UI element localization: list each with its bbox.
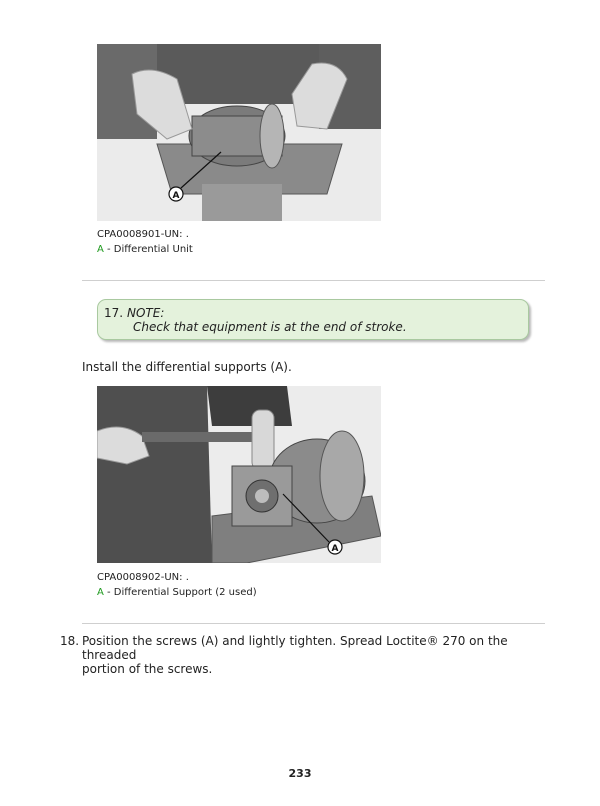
- note-heading: NOTE:: [127, 306, 165, 320]
- note-text: Check that equipment is at the end of stroke.: [133, 320, 407, 334]
- section-divider: [82, 280, 545, 281]
- instruction-text: Install the differential supports (A).: [82, 360, 292, 374]
- figure2-legend-letter: A: [97, 587, 104, 598]
- figure1-legend-text: - Differential Unit: [103, 244, 193, 255]
- page-number: 233: [288, 767, 312, 780]
- figure1-callout-label: A: [172, 191, 180, 201]
- differential-unit-photo: [97, 44, 381, 221]
- figure1-caption-code: CPA0008901-UN: .: [97, 229, 189, 240]
- note-step-number: 17.: [104, 306, 124, 320]
- figure2-legend-text: - Differential Support (2 used): [103, 587, 257, 598]
- figure2-legend: [97, 585, 257, 600]
- step18-line2: portion of the screws.: [82, 662, 213, 676]
- differential-support-photo: [97, 386, 381, 563]
- figure1-caption: [97, 227, 193, 257]
- figure1-legend: [97, 242, 193, 257]
- section-divider-2: [82, 623, 545, 624]
- figure1-legend-letter: A: [97, 244, 104, 255]
- figure2-caption-code: CPA0008902-UN: .: [97, 572, 189, 583]
- step18-line1: Position the screws (A) and lightly tighten. Spread Loctite® 270 on the threaded: [82, 634, 508, 662]
- figure2-callout-label: A: [331, 544, 339, 554]
- note-box: [97, 299, 529, 340]
- step18-number: 18.: [60, 634, 80, 648]
- step18-text: [82, 634, 552, 676]
- figure2-caption: [97, 570, 257, 600]
